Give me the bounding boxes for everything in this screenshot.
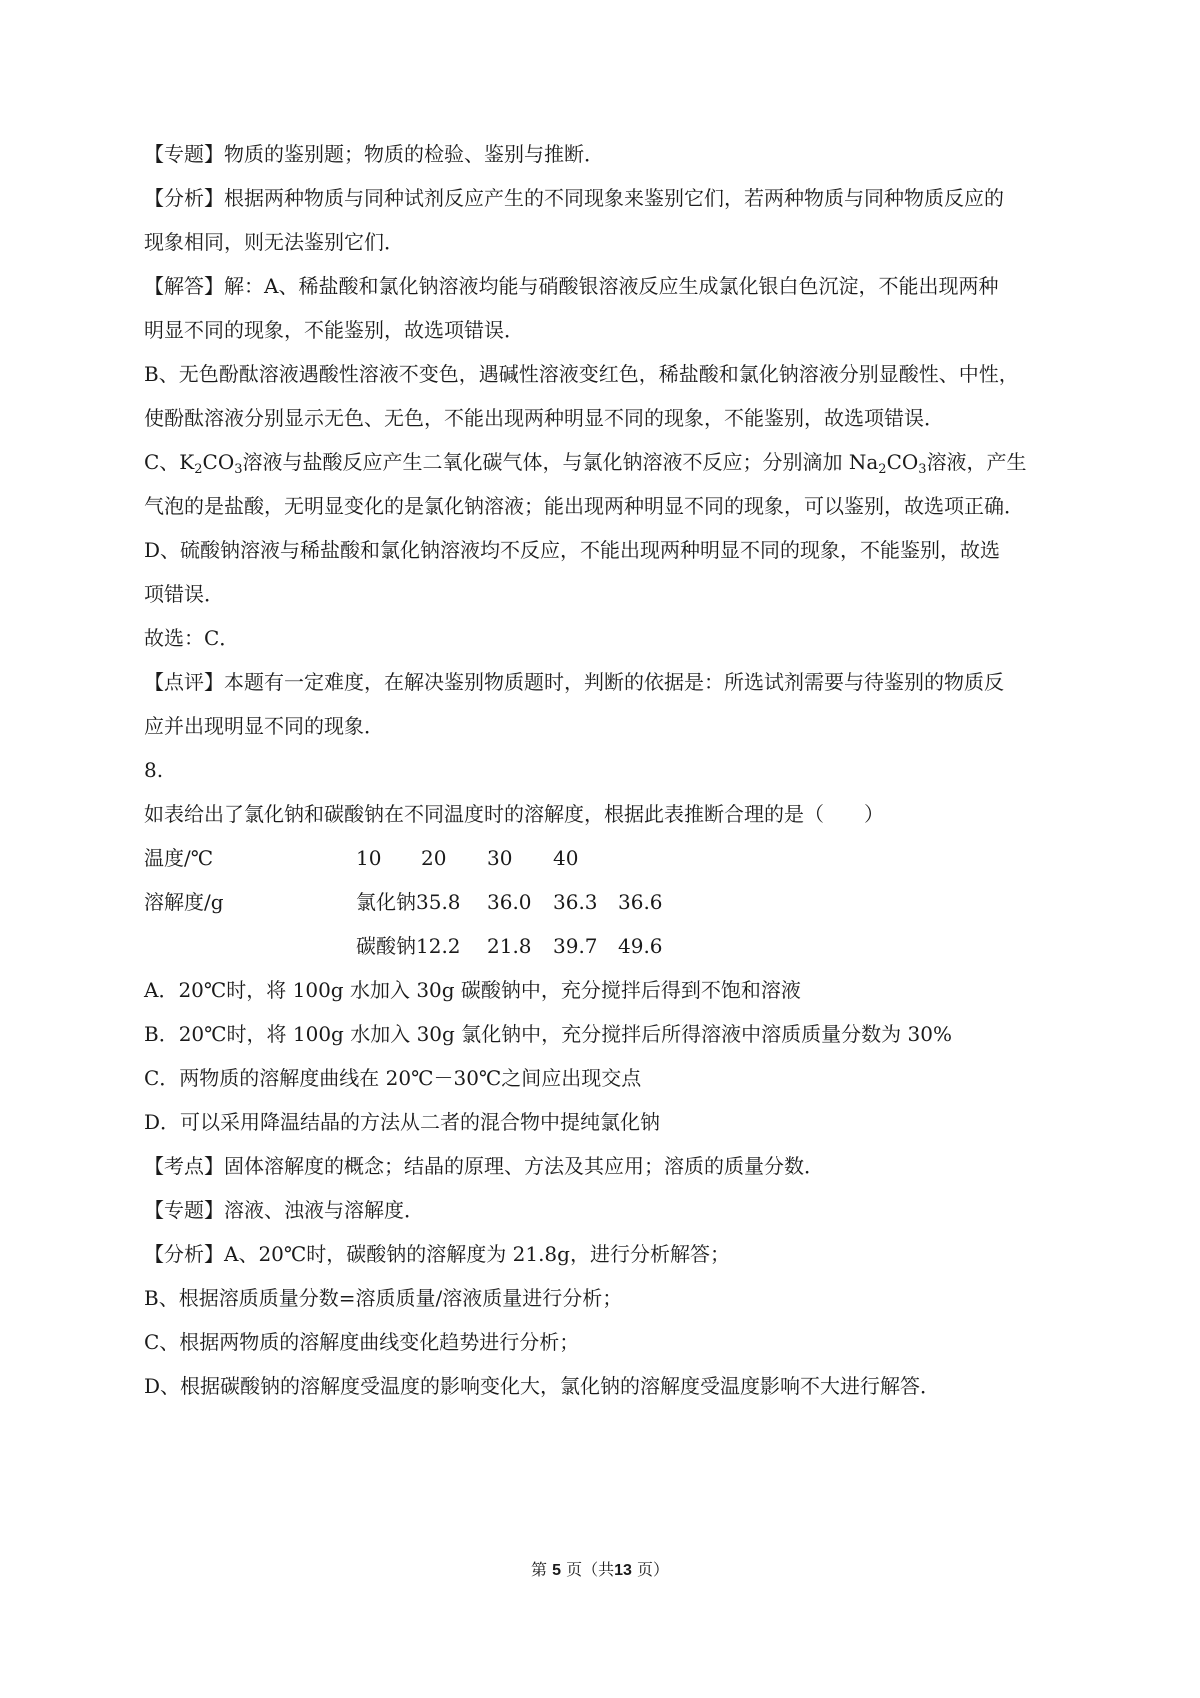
answer-a-line-2: 明显不同的现象，不能鉴别，故选项错误． [144,318,524,342]
analysis-line-d: D、根据碳酸钠的溶解度受温度的影响变化大，氯化钠的溶解度受温度影响不大进行解答． [144,1374,941,1398]
analysis-line-1: 【分析】根据两种物质与同种试剂反应产生的不同现象来鉴别它们，若两种物质与同种物质反应的 [144,186,1004,210]
analysis-line-b: B、根据溶质质量分数=溶质质量/溶液质量进行分析； [144,1286,623,1310]
question-stem: 如表给出了氯化钠和碳酸钠在不同温度时的溶解度，根据此表推断合理的是（ ） [144,802,884,826]
footer-middle: 页（共 [566,1560,615,1579]
table-cell: 36.3 [553,890,598,914]
table-cell: 21.8 [487,934,532,958]
row-name-sodium-carbonate: 碳酸钠 [356,934,416,958]
footer-suffix: 页） [637,1560,670,1579]
comment-line-2: 应并出现明显不同的现象． [144,714,384,738]
analysis-line-2: 现象相同，则无法鉴别它们． [144,230,404,254]
temperature-cell: 10 [356,846,382,870]
answer-c-text: 溶液与盐酸反应产生二氧化碳气体，与氯化钠溶液不反应；分别滴加 Na [242,450,879,474]
option-d: D．可以采用降温结晶的方法从二者的混合物中提纯氯化钠 [144,1110,661,1134]
subscript: 3 [234,462,243,477]
formula-part: CO [202,450,235,474]
topic-line: 【专题】物质的鉴别题；物质的检验、鉴别与推断． [144,142,604,166]
kaodian-line: 【考点】固体溶解度的概念；结晶的原理、方法及其应用；溶质的质量分数． [144,1154,824,1178]
total-pages: 13 [614,1562,632,1579]
temperature-cell: 30 [487,846,513,870]
table-cell: 36.6 [618,890,663,914]
answer-c-line-1 [144,448,1027,476]
solubility-label: 溶解度/g [144,890,224,914]
answer-c-prefix: C、K [144,450,195,474]
answer-d-line-2: 项错误． [144,582,224,606]
option-c: C．两物质的溶解度曲线在 20℃－30℃之间应出现交点 [144,1066,642,1090]
table-cell: 35.8 [416,890,461,914]
footer-prefix: 第 [530,1560,547,1579]
question-number: 8. [144,758,164,782]
analysis-line-a: 【分析】A、20℃时，碳酸钠的溶解度为 21.8g，进行分析解答； [144,1242,730,1266]
table-cell: 12.2 [416,934,461,958]
option-b: B．20℃时，将 100g 水加入 30g 氯化钠中，充分搅拌后所得溶液中溶质质量分数为 30% [144,1022,952,1046]
table-cell: 36.0 [487,890,532,914]
answer-b-line-2: 使酚酞溶液分别显示无色、无色，不能出现两种明显不同的现象，不能鉴别，故选项错误． [144,406,944,430]
table-cell: 49.6 [618,934,663,958]
option-a: A．20℃时，将 100g 水加入 30g 碳酸钠中，充分搅拌后得到不饱和溶液 [144,978,801,1002]
answer-c-line-2: 气泡的是盐酸，无明显变化的是氯化钠溶液；能出现两种明显不同的现象，可以鉴别，故选项正确． [144,494,1024,518]
page-number: 5 [552,1562,561,1579]
comment-line-1: 【点评】本题有一定难度，在解决鉴别物质题时，判断的依据是：所选试剂需要与待鉴别的物质反 [144,670,1004,694]
page-footer [0,1558,1200,1583]
subscript: 2 [878,462,887,477]
answer-choice: 故选：C． [144,626,240,650]
temperature-cell: 20 [421,846,447,870]
answer-c-suffix: 溶液，产生 [926,450,1027,474]
answer-b-line-1: B、无色酚酞溶液遇酸性溶液不变色，遇碱性溶液变红色，稀盐酸和氯化钠溶液分别显酸性、中性， [144,362,1019,386]
answer-d-line-1: D、硫酸钠溶液与稀盐酸和氯化钠溶液均不反应，不能出现两种明显不同的现象，不能鉴别，故选 [144,538,1001,562]
temperature-label: 温度/℃ [144,846,214,870]
formula-part: CO [886,450,919,474]
analysis-line-c: C、根据两物质的溶解度曲线变化趋势进行分析； [144,1330,580,1354]
subscript: 3 [918,462,927,477]
answer-a-line-1: 【解答】解：A、稀盐酸和氯化钠溶液均能与硝酸银溶液反应生成氯化银白色沉淀，不能出现两种 [144,274,999,298]
row-name-sodium-chloride: 氯化钠 [356,890,416,914]
subscript: 2 [194,462,203,477]
topic-line: 【专题】溶液、浊液与溶解度． [144,1198,424,1222]
table-cell: 39.7 [553,934,598,958]
temperature-cell: 40 [553,846,579,870]
